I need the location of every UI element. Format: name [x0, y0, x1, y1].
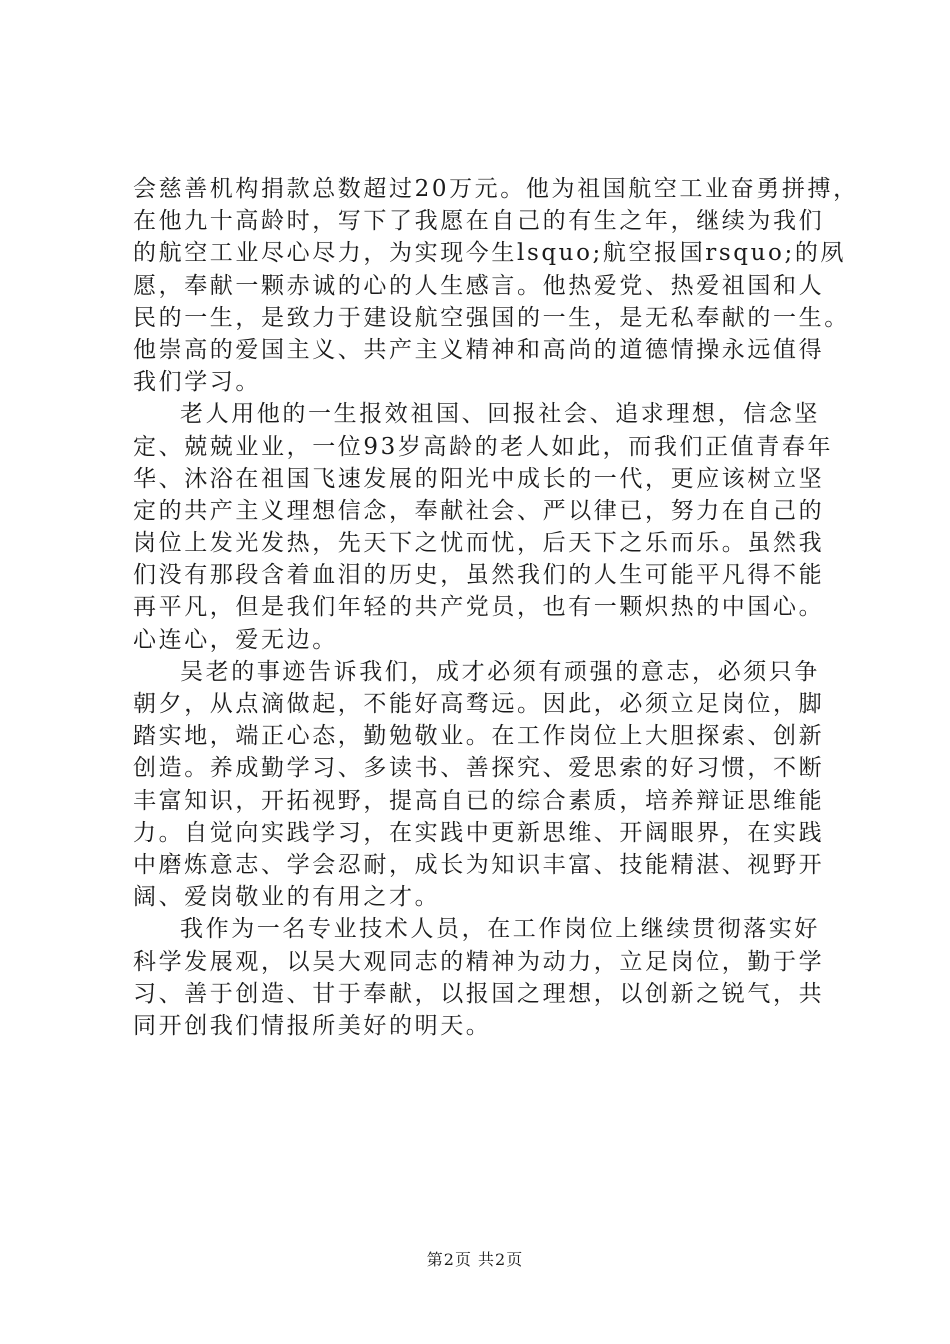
text-line: 在他九十高龄时，写下了我愿在自己的有生之年，继续为我们 [133, 208, 825, 235]
text-line: 岗位上发光发热，先天下之忧而忧，后天下之乐而乐。虽然我 [133, 530, 825, 557]
text-line: 他崇高的爱国主义、共产主义精神和高尚的道德情操永远值得 [133, 336, 825, 363]
text-line: 科学发展观，以吴大观同志的精神为动力，立足岗位，勤于学 [133, 948, 825, 975]
paragraph-start-line: 老人用他的一生报效祖国、回报社会、追求理想，信念坚 [180, 401, 820, 428]
text-line: 力。自觉向实践学习，在实践中更新思维、开阔眼界，在实践 [133, 819, 825, 846]
page-number: 第2页 共2页 [426, 1250, 524, 1269]
text-line: 定、兢兢业业，一位93岁高龄的老人如此，而我们正值青春年 [133, 433, 834, 460]
paragraph-start-line: 我作为一名专业技术人员，在工作岗位上继续贯彻落实好 [180, 916, 820, 943]
text-line: 再平凡，但是我们年轻的共产党员，也有一颗炽热的中国心。 [133, 594, 825, 621]
text-line: 习、善于创造、甘于奉献，以报国之理想，以创新之锐气，共 [133, 980, 825, 1007]
text-line: 踏实地，端正心态，勤勉敬业。在工作岗位上大胆探索、创新 [133, 723, 825, 750]
text-line: 丰富知识，开拓视野，提高自已的综合素质，培养辩证思维能 [133, 787, 825, 814]
text-line: 华、沐浴在祖国飞速发展的阳光中成长的一代，更应该树立坚 [133, 465, 825, 492]
text-line: 的航空工业尽心尽力，为实现今生lsquo;航空报国rsquo;的夙 [133, 240, 847, 267]
page-footer [0, 1247, 950, 1270]
paragraph-start-line: 吴老的事迹告诉我们，成才必须有顽强的意志，必须只争 [180, 658, 820, 685]
text-line: 朝夕，从点滴做起，不能好高骛远。因此，必须立足岗位，脚 [133, 691, 825, 717]
text-line: 中磨炼意志、学会忍耐，成长为知识丰富、技能精湛、视野开 [133, 851, 825, 878]
text-line: 阔、爱岗敬业的有用之才。 [133, 884, 441, 911]
text-line: 我们学习。 [133, 369, 261, 396]
text-line: 心连心，爱无边。 [133, 626, 338, 653]
text-line: 民的一生，是致力于建设航空强国的一生，是无私奉献的一生。 [133, 304, 850, 331]
text-line: 定的共产主义理想信念，奉献社会、严以律已，努力在自己的 [133, 497, 825, 524]
text-line: 同开创我们情报所美好的明天。 [133, 1012, 492, 1039]
text-line: 创造。养成勤学习、多读书、善探究、爱思索的好习惯，不断 [133, 755, 825, 782]
text-line: 愿，奉献一颗赤诚的心的人生感言。他热爱党、热爱祖国和人 [133, 272, 825, 299]
body-text [133, 173, 859, 1042]
text-line: 们没有那段含着血泪的历史，虽然我们的人生可能平凡得不能 [133, 562, 825, 589]
text-line: 会慈善机构捐款总数超过20万元。他为祖国航空工业奋勇拼搏， [133, 176, 859, 202]
